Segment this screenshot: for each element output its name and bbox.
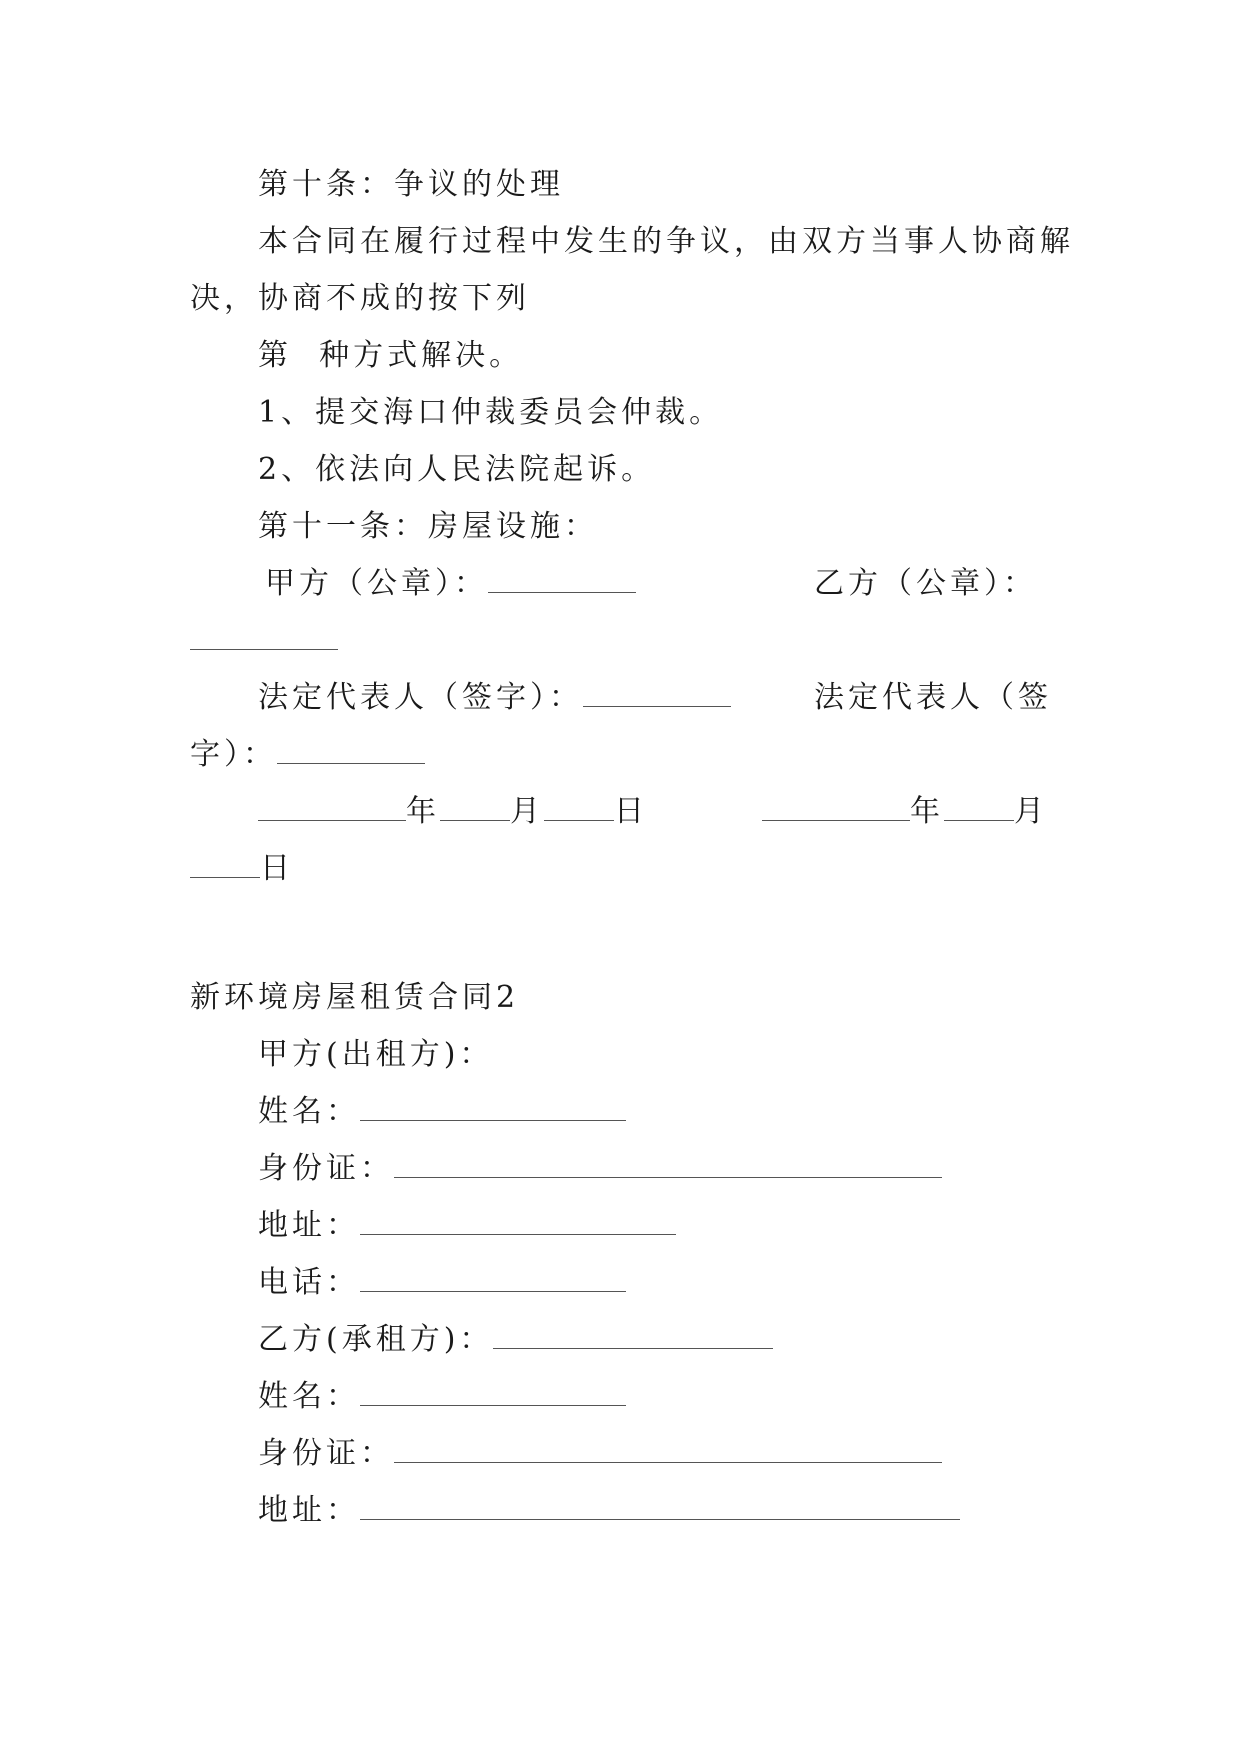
lessee-address-row [258,1491,960,1531]
lessee-heading: 乙方(承租方)： [258,1322,494,1357]
date-b-year-blank [762,794,910,821]
lessor-phone-row [258,1263,626,1303]
lessee-address-blank [360,1493,960,1520]
party-b-seal-blank [190,623,338,650]
party-a-seal-label: 甲方（公章）： [265,566,488,601]
lessee-heading-row [258,1320,773,1360]
legal-rep-b-row [190,735,425,775]
lessee-id-label: 身份证： [258,1436,394,1471]
lessee-id-row [258,1434,942,1474]
lessor-phone-label: 电话： [258,1265,360,1300]
legal-rep-a-row [258,678,731,718]
article-10-paragraph-line1: 本合同在履行过程中发生的争议，由双方当事人协商解 [258,224,1074,259]
legal-rep-b-label-line1: 法定代表人（签 [814,680,1052,715]
date-a-year-blank [258,794,406,821]
lessor-name-row [258,1092,626,1132]
lessor-address-blank [360,1208,676,1235]
date-b-year-label: 年 [910,794,944,829]
lessor-id-label: 身份证： [258,1151,394,1186]
date-a-row [258,792,648,832]
lessor-address-row [258,1206,676,1246]
date-b-day-label: 日 [260,851,294,886]
lessee-address-label: 地址： [258,1493,360,1528]
contract-2-title: 新环境房屋租赁合同2 [190,980,520,1015]
lessor-address-label: 地址： [258,1208,360,1243]
article-10-method: 第 种方式解决。 [258,338,524,373]
lessor-id-row [258,1149,942,1189]
article-10-paragraph-line2: 决，协商不成的按下列 [190,281,530,316]
date-b-day-row [190,849,294,889]
article-10-title: 第十条：争议的处理 [258,167,564,202]
date-a-year-label: 年 [406,794,440,829]
party-a-seal-row [265,564,636,604]
article-11-title: 第十一条：房屋设施： [258,509,598,544]
date-a-month-blank [440,794,510,821]
legal-rep-b-blank [277,737,425,764]
party-b-seal-label: 乙方（公章）： [814,566,1037,601]
lessor-id-blank [394,1151,942,1178]
lessor-name-label: 姓名： [258,1094,360,1129]
lessee-id-blank [394,1436,942,1463]
party-b-seal-row [190,621,338,661]
date-a-day-blank [544,794,614,821]
lessor-phone-blank [360,1265,626,1292]
date-b-month-blank [944,794,1014,821]
date-b-day-blank [190,851,260,878]
date-b-row [762,792,1048,832]
party-a-seal-blank [488,566,636,593]
legal-rep-a-label: 法定代表人（签字）： [258,680,583,715]
lessee-name-label: 姓名： [258,1379,360,1414]
lessee-heading-blank [493,1322,773,1349]
date-b-month-label: 月 [1014,794,1048,829]
lessee-name-blank [360,1379,626,1406]
lessor-heading: 甲方(出租方)： [258,1037,494,1072]
lessor-name-blank [360,1094,626,1121]
legal-rep-a-blank [583,680,731,707]
article-10-option-1: 1、提交海口仲裁委员会仲裁。 [258,395,724,430]
article-10-option-2: 2、依法向人民法院起诉。 [258,452,656,487]
lessee-name-row [258,1377,626,1417]
date-a-day-label: 日 [614,794,648,829]
date-a-month-label: 月 [510,794,544,829]
legal-rep-b-label-line2: 字）： [190,737,277,772]
